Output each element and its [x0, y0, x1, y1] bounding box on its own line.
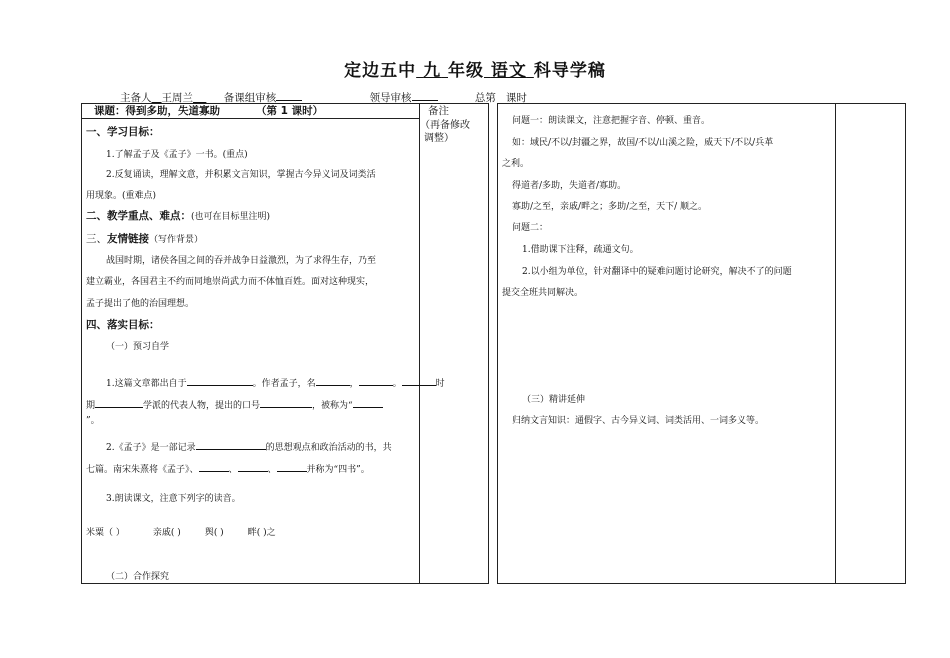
problem-1-example-3: 寡助/之至，亲戚/畔之；多助/之至，天下/ 顺之。 — [512, 202, 707, 212]
source-blank[interactable] — [187, 375, 253, 386]
period-label: 课时 — [505, 92, 527, 104]
page-title — [0, 56, 950, 81]
pron-2: 亲戚( ) — [152, 528, 181, 538]
leader-review-blank[interactable] — [412, 89, 438, 101]
question-1-line1: 1.这篇文章都出自于 。作者孟子，名 ， 。 时 — [106, 375, 445, 390]
era-blank[interactable] — [402, 375, 436, 386]
name-blank[interactable] — [316, 375, 350, 386]
left-table — [81, 103, 489, 584]
goal-2-line2: 用现象。(重难点) — [86, 191, 157, 201]
problem-2-item-2a: 2.以小组为单位，针对翻译中的疑难问题讨论研究，解决不了的问题 — [522, 267, 792, 277]
goal-2-line1: 2.反复诵读，理解文意，并积累文言知识，掌握古今异义词及词类活 — [106, 170, 376, 180]
background-line3: 孟子提出了他的治国理想。 — [86, 299, 195, 309]
question-2-line2: 七篇。南宋朱熹将《孟子》、 、 、 并称为“四书”。 — [86, 461, 370, 476]
total-label: 总第 — [474, 92, 496, 104]
preparer-name: 王周兰 — [161, 92, 194, 104]
grade-suffix: 年级 — [448, 61, 484, 81]
section-2-title: 二、教学重点、难点：(也可在目标里注明) — [86, 210, 271, 222]
topic-label: 课题：得到多助，失道寡助 （第 1 课时） — [94, 105, 324, 117]
problem-2-item-1: 1.借助课下注释，疏通文句。 — [522, 245, 639, 255]
goal-1: 1.了解孟子及《孟子》一书。(重点) — [106, 150, 248, 160]
style-name-blank[interactable] — [359, 375, 393, 386]
title-blank[interactable] — [353, 397, 383, 408]
subsection-extension: （三）精讲延伸 — [522, 395, 586, 405]
background-line1: 战国时期，诸侯各国之间的吞并战争日益激烈，为了求得生存，乃至 — [106, 256, 377, 266]
question-3: 3.朗读课文，注意下列字的读音。 — [106, 494, 241, 504]
section-4-title: 四、落实目标： — [86, 319, 160, 331]
note-column-sub1: （再备修改 — [420, 120, 470, 131]
preparer-label: 主备人 — [120, 92, 152, 104]
leader-review-label: 领导审核 — [369, 92, 412, 104]
title-prefix: 定边五中 — [344, 61, 417, 81]
book-blank-1[interactable] — [199, 461, 229, 472]
question-1-line3: ”。 — [86, 416, 100, 426]
question-1-line2: 期 学派的代表人物，提出的口号 ，被称为“ — [86, 397, 383, 412]
book-blank-2[interactable] — [238, 461, 268, 472]
question-2-line1: 2.《孟子》是一部记录 的思想观点和政治活动的书，共 — [106, 439, 392, 454]
record-blank[interactable] — [196, 439, 266, 450]
pronunciation-row — [86, 527, 276, 539]
note-column-label: 备注 — [428, 105, 449, 117]
subject-value: 语文 — [490, 61, 527, 81]
problem-1-example-1: 如：域民/不以/封疆之界，故国/不以/山溪之险，威天下/不以/兵革 — [512, 138, 774, 148]
pron-4: 畔( )之 — [247, 528, 276, 538]
problem-2: 问题二： — [512, 223, 549, 233]
problem-2-item-2b: 提交全班共同解决。 — [502, 288, 584, 298]
subsection-cooperation: （二）合作探究 — [106, 572, 170, 582]
section-3-title: 三、友情链接（写作背景） — [86, 233, 204, 245]
right-table — [497, 103, 906, 584]
title-suffix: 科导学稿 — [533, 61, 606, 81]
section-1-title: 一、学习目标： — [86, 126, 160, 138]
summary-line: 归纳文言知识：通假字、古今异义词、词类活用、一词多义等。 — [512, 416, 765, 426]
problem-1-example-2: 得道者/多助，失道者/寡助。 — [512, 181, 627, 191]
group-review-blank[interactable] — [276, 89, 302, 101]
group-review-label: 备课组审核 — [223, 92, 277, 104]
problem-1-example-1b: 之利。 — [502, 159, 530, 169]
book-blank-3[interactable] — [277, 461, 307, 472]
background-line2: 建立霸业，各国君主不约而同地崇尚武力而不体恤百姓。面对这种现实， — [86, 277, 375, 287]
note-column-sub2: 调整） — [424, 133, 454, 144]
subsection-preview: （一）预习自学 — [106, 342, 170, 352]
grade-value: 九 — [423, 61, 442, 81]
school-blank[interactable] — [95, 397, 143, 408]
pron-3: 舆( ) — [204, 528, 224, 538]
pron-1: 米粟（ ） — [86, 528, 125, 538]
problem-1: 问题一：朗读课文，注意把握字音、停顿、重音。 — [512, 116, 711, 126]
slogan-blank[interactable] — [260, 397, 312, 408]
